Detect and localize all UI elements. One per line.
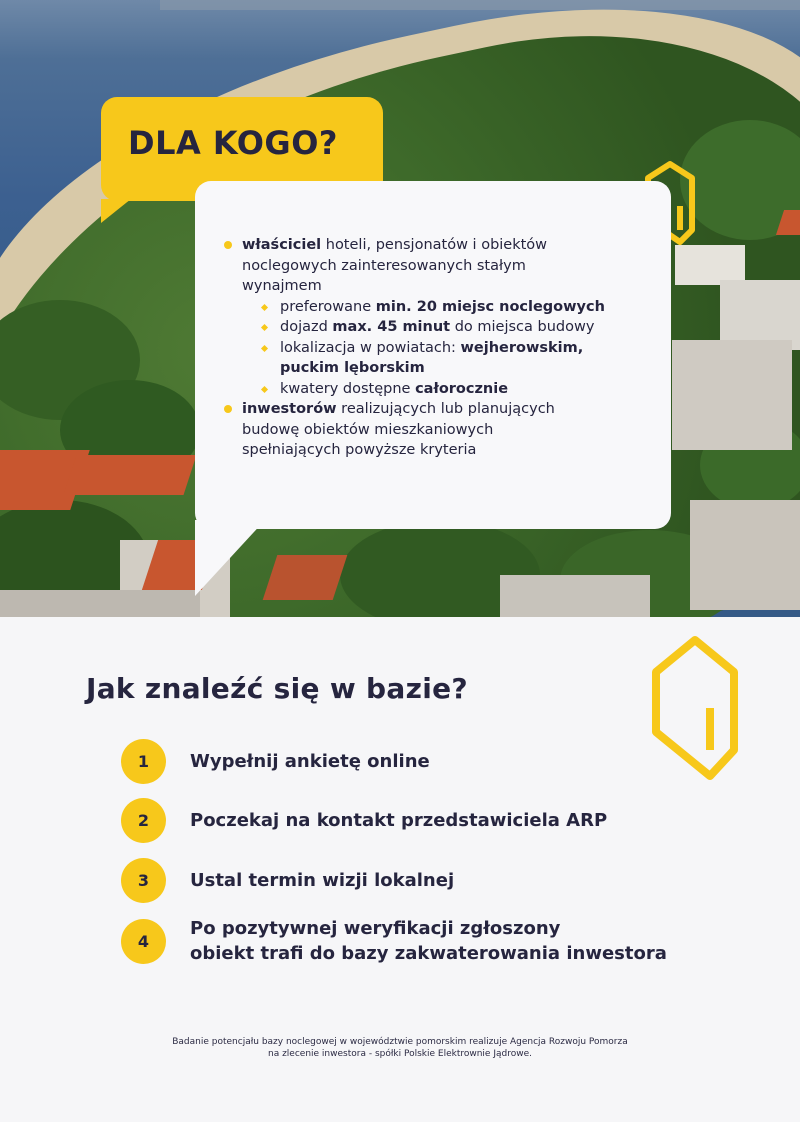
building <box>690 500 800 610</box>
building <box>672 340 792 450</box>
red-roof <box>64 455 197 495</box>
sub-bullet-icon <box>261 324 268 331</box>
step-number-badge: 2 <box>121 798 166 843</box>
step-item <box>121 858 454 903</box>
step-text <box>190 916 667 966</box>
item-text: budowę obiektów mieszkaniowych <box>242 421 494 438</box>
step-item <box>121 916 667 966</box>
sub-list-item <box>222 297 662 318</box>
step-text: Poczekaj na kontakt przedstawiciela ARP <box>190 810 608 831</box>
sub-item-bold-text: puckim lęborskim <box>280 360 425 376</box>
bullet-icon <box>224 241 232 249</box>
footnote-line: Badanie potencjału bazy noclegowej w województwie pomorskim realizuje Agencja Rozwoju Pomorza <box>172 1037 628 1047</box>
sub-list-item <box>222 379 662 400</box>
item-bold-text: właściciel <box>242 237 322 253</box>
criteria-list <box>222 235 662 461</box>
footnote <box>110 1036 690 1060</box>
sub-item-bold-text: wejherowskim, <box>460 339 584 356</box>
building <box>500 575 650 617</box>
sub-list-item <box>222 317 662 338</box>
item-text: realizujących lub planujących <box>336 401 555 417</box>
sub-bullet-icon <box>261 385 268 392</box>
info-bubble-tail <box>195 520 265 596</box>
horizon-city <box>160 0 800 10</box>
list-item <box>222 235 662 297</box>
step-number-badge: 4 <box>121 919 166 964</box>
sub-item-text: kwatery dostępne <box>280 380 416 397</box>
sub-item-bold-text: max. 45 minut <box>332 319 451 335</box>
footnote-line: na zlecenie inwestora - spółki Polskie Elektrownie Jądrowe. <box>268 1049 532 1059</box>
item-bold-text: inwestorów <box>242 401 337 417</box>
building <box>0 590 200 617</box>
step-number-badge: 3 <box>121 858 166 903</box>
sub-item-bold-text: min. 20 miejsc noclegowych <box>375 298 605 315</box>
sub-item-text: dojazd <box>280 319 333 335</box>
sub-list-item-continuation <box>222 358 662 379</box>
sub-item-text: do miejsca budowy <box>450 319 595 335</box>
sub-bullet-icon <box>261 303 268 310</box>
item-text: noclegowych zainteresowanych stałym <box>242 257 526 274</box>
step-item <box>121 798 607 843</box>
section-title: DLA KOGO? <box>128 124 338 162</box>
step-number-badge: 1 <box>121 739 166 784</box>
sub-bullet-icon <box>261 344 268 351</box>
step-text-line: Po pozytywnej weryfikacji zgłoszony <box>190 918 561 939</box>
sub-list-item <box>222 338 662 359</box>
item-text: wynajmem <box>242 278 322 294</box>
steps-title: Jak znaleźć się w bazie? <box>86 672 468 705</box>
step-text: Wypełnij ankietę online <box>190 751 430 772</box>
house-outline-large-icon <box>648 632 742 784</box>
bullet-icon <box>224 405 232 413</box>
sub-item-bold-text: całorocznie <box>415 380 509 397</box>
list-item <box>222 399 662 461</box>
step-text: Ustal termin wizji lokalnej <box>190 870 455 891</box>
step-item <box>121 739 430 784</box>
step-text-line: obiekt trafi do bazy zakwaterowania inwestora <box>190 943 667 964</box>
item-text: hoteli, pensjonatów i obiektów <box>321 237 548 253</box>
red-roof <box>263 555 348 600</box>
item-text: spełniających powyższe kryteria <box>242 442 477 458</box>
sub-item-text: lokalizacja w powiatach: <box>280 339 461 356</box>
sub-item-text: preferowane <box>280 298 376 315</box>
